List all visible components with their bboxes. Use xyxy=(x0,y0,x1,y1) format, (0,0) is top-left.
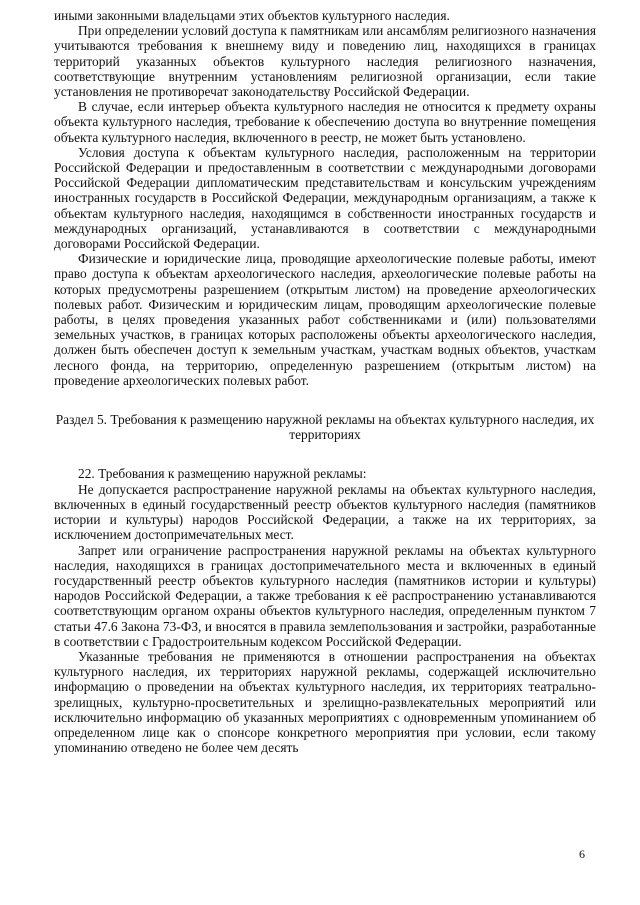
paragraph-requirement-heading: 22. Требования к размещению наружной рекламы: xyxy=(78,466,367,482)
section-title: Раздел 5. Требования к размещению наружной рекламы на объектах культурного наследия, их территориях xyxy=(55,412,595,443)
paragraph-diplomatic-access: Условия доступа к объектам культурного наследия, расположенным на территории Российской Федерации и предоставленным в соответствии с международными договорами Российской Федерации дипломатическим представительствам и консульским учреждениям иностранных государств в Российской Федерации, международным организациям, а также к объектам культурного наследия, находящимся в собственности иностранных государств и международных организаций, устанавливаются в соответствии с международными договорами Российской Федерации. xyxy=(54,144,596,252)
document-body xyxy=(54,8,596,755)
paragraph-religious-access: При определении условий доступа к памятникам или ансамблям религиозного назначения учитываются требования к внешнему виду и поведению лиц, находящихся в границах территорий указанных объектов культурного наследия религиозного назначения, соответствующие внутренним установлениям религиозной организации, если такие установления не противоречат законодательству Российской Федерации. xyxy=(54,23,596,100)
paragraph-advertising-exceptions: Указанные требования не применяются в отношении распространения на объектах культурного наследия, их территориях наружной рекламы, содержащей исключительно информацию о проведении на объектах культурного наследия, их территориях театрально-зрелищных, культурно-просветительных и зрелищно-развлекательных мероприятий или исключительно информацию об указанных мероприятиях с одновременным упоминанием об определенном лице как о спонсоре конкретного мероприятия при условии, если такому упоминанию отведено не более чем десять xyxy=(54,648,596,756)
paragraph-advertising-restriction: Запрет или ограничение распространения наружной рекламы на объектах культурного наследия, находящихся в границах достопримечательного места и включенных в единый государственный реестр объектов культурного наследия (памятников истории и культуры) народов Российской Федерации, а также требования к её распространению устанавливаются соответствующим органом охраны объектов культурного наследия, определенным пунктом 7 статьи 47.6 Закона 73-ФЗ, и вносятся в правила землепользования и застройки, разработанные в соответствии с Градостроительным кодексом Российской Федерации. xyxy=(54,542,596,649)
page-number: 6 xyxy=(579,847,585,861)
paragraph-interior-access: В случае, если интерьер объекта культурного наследия не относится к предмету охраны объекта культурного наследия, требование к обеспечению доступа во внутренние помещения объекта культурного наследия, включенного в реестр, не может быть установлено. xyxy=(54,99,596,145)
paragraph-continuation: иными законными владельцами этих объектов культурного наследия. xyxy=(54,8,450,23)
paragraph-archaeological-access: Физические и юридические лица, проводящие археологические полевые работы, имеют право доступа к объектам археологического наследия, археологические полевые работы на которых предусмотрены разрешением (открытым листом) на проведение археологических полевых работ. Физическим и юридическим лицам, проводящим археологические полевые работы, в целях проведения указанных работ собственниками и (или) пользователями земельных участков, в границах которых расположены объекты археологического наследия, должен быть обеспечен доступ к земельным участкам, участкам водных объектов, участкам лесного фонда, на территорию, определенную разрешением (открытым листом) на проведение археологических полевых работ. xyxy=(54,251,596,388)
paragraph-advertising-ban: Не допускается распространение наружной рекламы на объектах культурного наследия, включенных в единый государственный реестр объектов культурного наследия (памятников истории и культуры) народов Российской Федерации, а также на их территориях, за исключением достопримечательных мест. xyxy=(54,481,596,543)
